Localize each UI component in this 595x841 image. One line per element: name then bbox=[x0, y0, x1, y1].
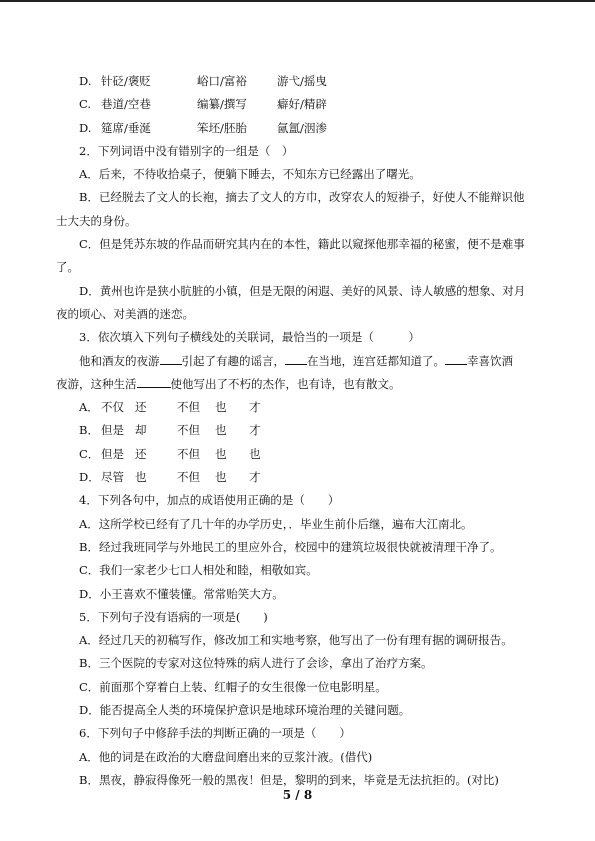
q3-option-a: A． 不仅 还 不但 也 才 bbox=[79, 400, 261, 415]
q2-option-d-cont: 夜的顷心、对美酒的迷恋。 bbox=[56, 306, 194, 321]
q2-option-c-cont: 了。 bbox=[56, 260, 79, 275]
q6-stem: 6．下列句子中修辞手法的判断正确的一项是（ ） bbox=[79, 726, 351, 741]
q6-option-b: B．黑夜，静寂得像死一般的黑夜！但是，黎明的到来，毕竟是无法抗拒的。(对比) bbox=[79, 772, 499, 787]
q2-option-d: D．黄州也许是狭小肮脏的小镇，但是无限的闲遐、美好的风景、诗人敏感的想象、对月 bbox=[79, 283, 526, 298]
q4-option-c: C．我们一家老少七口人相处和睦，相敬如宾。 bbox=[79, 563, 318, 578]
q4-stem: 4．下列各句中，加点的成语使用正确的是（ ） bbox=[79, 493, 340, 508]
q1-option-c: C. 巷道/空巷 编纂/撰写 癖好/精辟 bbox=[79, 97, 327, 112]
q3-blank-1[interactable] bbox=[160, 364, 182, 365]
q3-passage-line1: 他和酒友的夜游 引起了有趣的谣言， 在当地，连宫廷都知道了。 幸喜饮酒 bbox=[79, 353, 513, 368]
page-content bbox=[56, 70, 546, 792]
q3-option-b: B． 但是 却 不但 也 才 bbox=[79, 423, 261, 438]
q3-passage-line2: 夜游，这种生活 使他写出了不朽的杰作，也有诗，也有散文。 bbox=[56, 376, 401, 391]
q4-option-b: B．经过我班同学与外地民工的里应外合，校园中的建筑垃圾很快就被清理干净了。 bbox=[79, 539, 502, 554]
q6-option-a: A．他的词是在政治的大磨盘间磨出来的豆浆汁液。(借代) bbox=[79, 749, 373, 764]
q4-option-a: A．这所学校已经有了几十年的办学历史，．毕业生前仆后继，遍布大江南北。 bbox=[79, 516, 473, 531]
q1-option-d-second: D. 筵席/垂涎 笨坯/胚胎 氤氲/洇渗 bbox=[79, 120, 327, 135]
q5-option-b: B．三个医院的专家对这位特殊的病人进行了会诊，拿出了治疗方案。 bbox=[79, 656, 433, 671]
q2-option-c: C．但是凭苏东坡的作品而研究其内在的本性，籍此以窥探他那幸福的秘蜜，便不是难事 bbox=[79, 237, 525, 252]
q1-option-d-first: D. 针砭/褒贬 峪口/富裕 游弋/摇曳 bbox=[79, 74, 327, 88]
q2-option-a: A．后来，不待收拾桌子，便躺下睡去，不知东方已经露出了曙光。 bbox=[79, 167, 421, 182]
q5-option-c: C．前面那个穿着白上装、红帽子的女生很像一位电影明星。 bbox=[79, 679, 387, 694]
q3-blank-2[interactable] bbox=[285, 364, 307, 365]
q2-stem: 2．下列词语中没有错别字的一组是（ ） bbox=[79, 143, 294, 158]
q5-option-a: A．经过几天的初稿写作，修改加工和实地考察，他写出了一份有理有据的调研报告。 bbox=[79, 633, 513, 648]
q3-option-c: C． 但是 还 不但 也 也 bbox=[79, 446, 261, 461]
q3-blank-4[interactable] bbox=[137, 387, 171, 388]
q3-stem: 3．依次填入下列句子横线处的关联词，最恰当的一项是（ ） bbox=[79, 330, 420, 345]
top-rule bbox=[0, 0, 595, 2]
q2-option-b-cont: 士大夫的身份。 bbox=[56, 213, 137, 228]
q5-option-d: D．能否提高全人类的环境保护意识是地球环境治理的关键问题。 bbox=[79, 703, 411, 718]
q5-stem: 5．下列句子没有语病的一项是( ) bbox=[79, 609, 268, 624]
page-number: 5 / 8 bbox=[282, 788, 313, 802]
q4-option-d: D．小王喜欢不懂装懂。常常贻笑大方。 bbox=[79, 586, 284, 601]
q2-option-b: B．已经脱去了文人的长袍，摘去了文人的方巾，改穿农人的短褂子，好使人不能辩识他 bbox=[79, 190, 525, 205]
q3-option-d: D．尽管 也 不但 也 才 bbox=[79, 470, 261, 485]
q3-blank-3[interactable] bbox=[445, 364, 467, 365]
